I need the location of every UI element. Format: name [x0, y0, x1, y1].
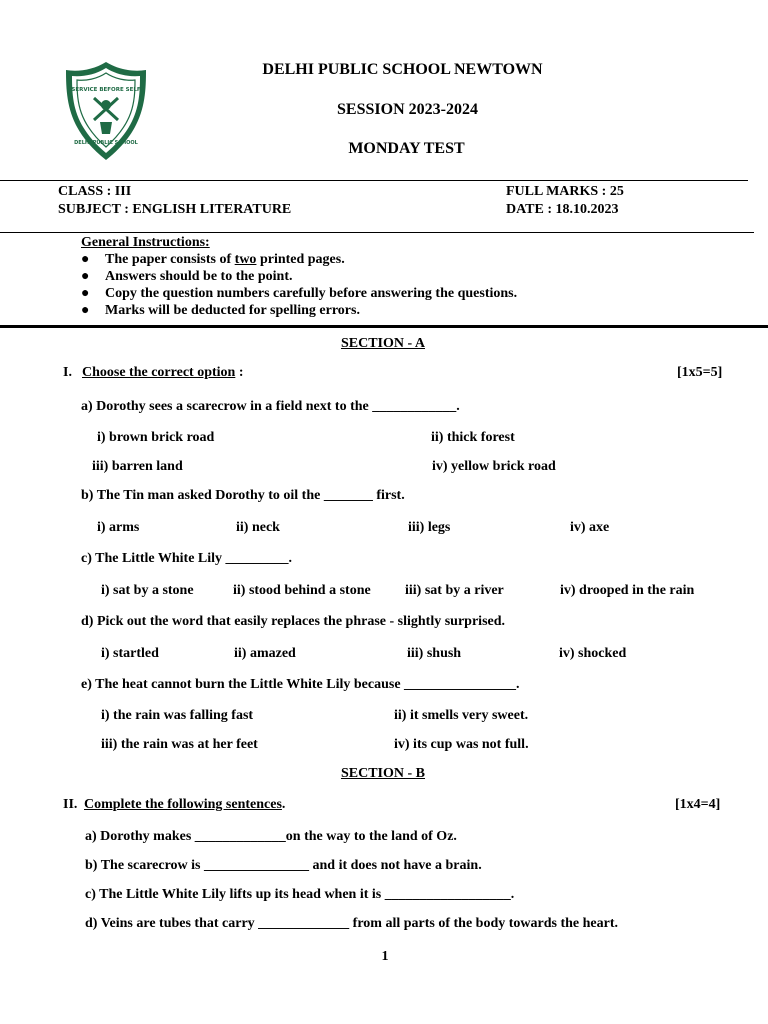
- option: i) arms: [97, 520, 140, 535]
- session-title: SESSION 2023-2024: [337, 101, 478, 118]
- option: iv) shocked: [559, 646, 627, 661]
- question-1-number: I.: [63, 365, 72, 380]
- question-2-marks: [1x4=4]: [675, 797, 721, 812]
- instruction-item-2: Answers should be to the point.: [105, 269, 293, 284]
- option: i) brown brick road: [97, 430, 215, 445]
- question-1-marks: [1x5=5]: [677, 365, 723, 380]
- option: iii) shush: [407, 646, 462, 661]
- option: ii) thick forest: [431, 430, 515, 445]
- question-c-stem: c) The Little White Lily _________.: [81, 551, 293, 566]
- section-b-title: SECTION - B: [340, 766, 426, 781]
- question-2-text: Complete the following sentences.: [84, 797, 286, 812]
- option: ii) stood behind a stone: [233, 583, 371, 598]
- section-a-title: SECTION - A: [340, 336, 426, 351]
- svg-text:DELHI PUBLIC SCHOOL: DELHI PUBLIC SCHOOL: [74, 140, 138, 146]
- sentence-c: c) The Little White Lily lifts up its head when it is __________________.: [85, 887, 515, 902]
- option: iv) yellow brick road: [432, 459, 556, 474]
- date-label: DATE : 18.10.2023: [506, 202, 619, 217]
- sentence-b: b) The scarecrow is _______________ and it does not have a brain.: [85, 858, 482, 873]
- question-a-stem: a) Dorothy sees a scarecrow in a field next to the ____________.: [81, 399, 460, 414]
- instruction-item-1: The paper consists of two printed pages.: [105, 252, 345, 267]
- option: iii) the rain was at her feet: [101, 737, 258, 752]
- instruction-item-3: Copy the question numbers carefully before answering the questions.: [105, 286, 518, 301]
- instruction-bullet: ●: [81, 269, 90, 284]
- option: iii) legs: [408, 520, 451, 535]
- instruction-bullet: ●: [81, 303, 90, 318]
- question-b-stem: b) The Tin man asked Dorothy to oil the _______ first.: [81, 488, 405, 503]
- question-e-stem: e) The heat cannot burn the Little White Lily because ________________.: [81, 677, 520, 692]
- option: i) the rain was falling fast: [101, 708, 254, 723]
- school-name: DELHI PUBLIC SCHOOL NEWTOWN: [262, 61, 543, 78]
- option: ii) neck: [236, 520, 280, 535]
- instructions-divider: [0, 325, 768, 328]
- header-divider: [0, 180, 748, 181]
- option: iv) its cup was not full.: [394, 737, 529, 752]
- class-label: CLASS : III: [58, 184, 132, 199]
- page-number: 1: [381, 949, 389, 964]
- option: ii) it smells very sweet.: [394, 708, 529, 723]
- instructions-heading: General Instructions:: [81, 235, 210, 250]
- test-title: MONDAY TEST: [348, 140, 465, 157]
- option: i) sat by a stone: [101, 583, 194, 598]
- instruction-bullet: ●: [81, 252, 90, 267]
- question-2-number: II.: [63, 797, 78, 812]
- sentence-d: d) Veins are tubes that carry _____________ from all parts of the body towards the heart.: [85, 916, 619, 931]
- option: iii) barren land: [92, 459, 183, 474]
- option: i) startled: [101, 646, 159, 661]
- logo-motto-text: SERVICE BEFORE SELF: [71, 87, 141, 93]
- option: iv) axe: [570, 520, 610, 535]
- instruction-item-4: Marks will be deducted for spelling errors.: [105, 303, 360, 318]
- instruction-bullet: ●: [81, 286, 90, 301]
- option: iv) drooped in the rain: [560, 583, 695, 598]
- question-d-stem: d) Pick out the word that easily replaces the phrase - slightly surprised.: [81, 614, 506, 629]
- option: iii) sat by a river: [405, 583, 504, 598]
- full-marks-label: FULL MARKS : 25: [506, 184, 624, 199]
- meta-divider: [0, 232, 754, 233]
- option: ii) amazed: [234, 646, 296, 661]
- question-1-text: Choose the correct option :: [82, 365, 244, 380]
- subject-label: SUBJECT : ENGLISH LITERATURE: [58, 202, 292, 217]
- sentence-a: a) Dorothy makes _____________on the way to the land of Oz.: [85, 829, 457, 844]
